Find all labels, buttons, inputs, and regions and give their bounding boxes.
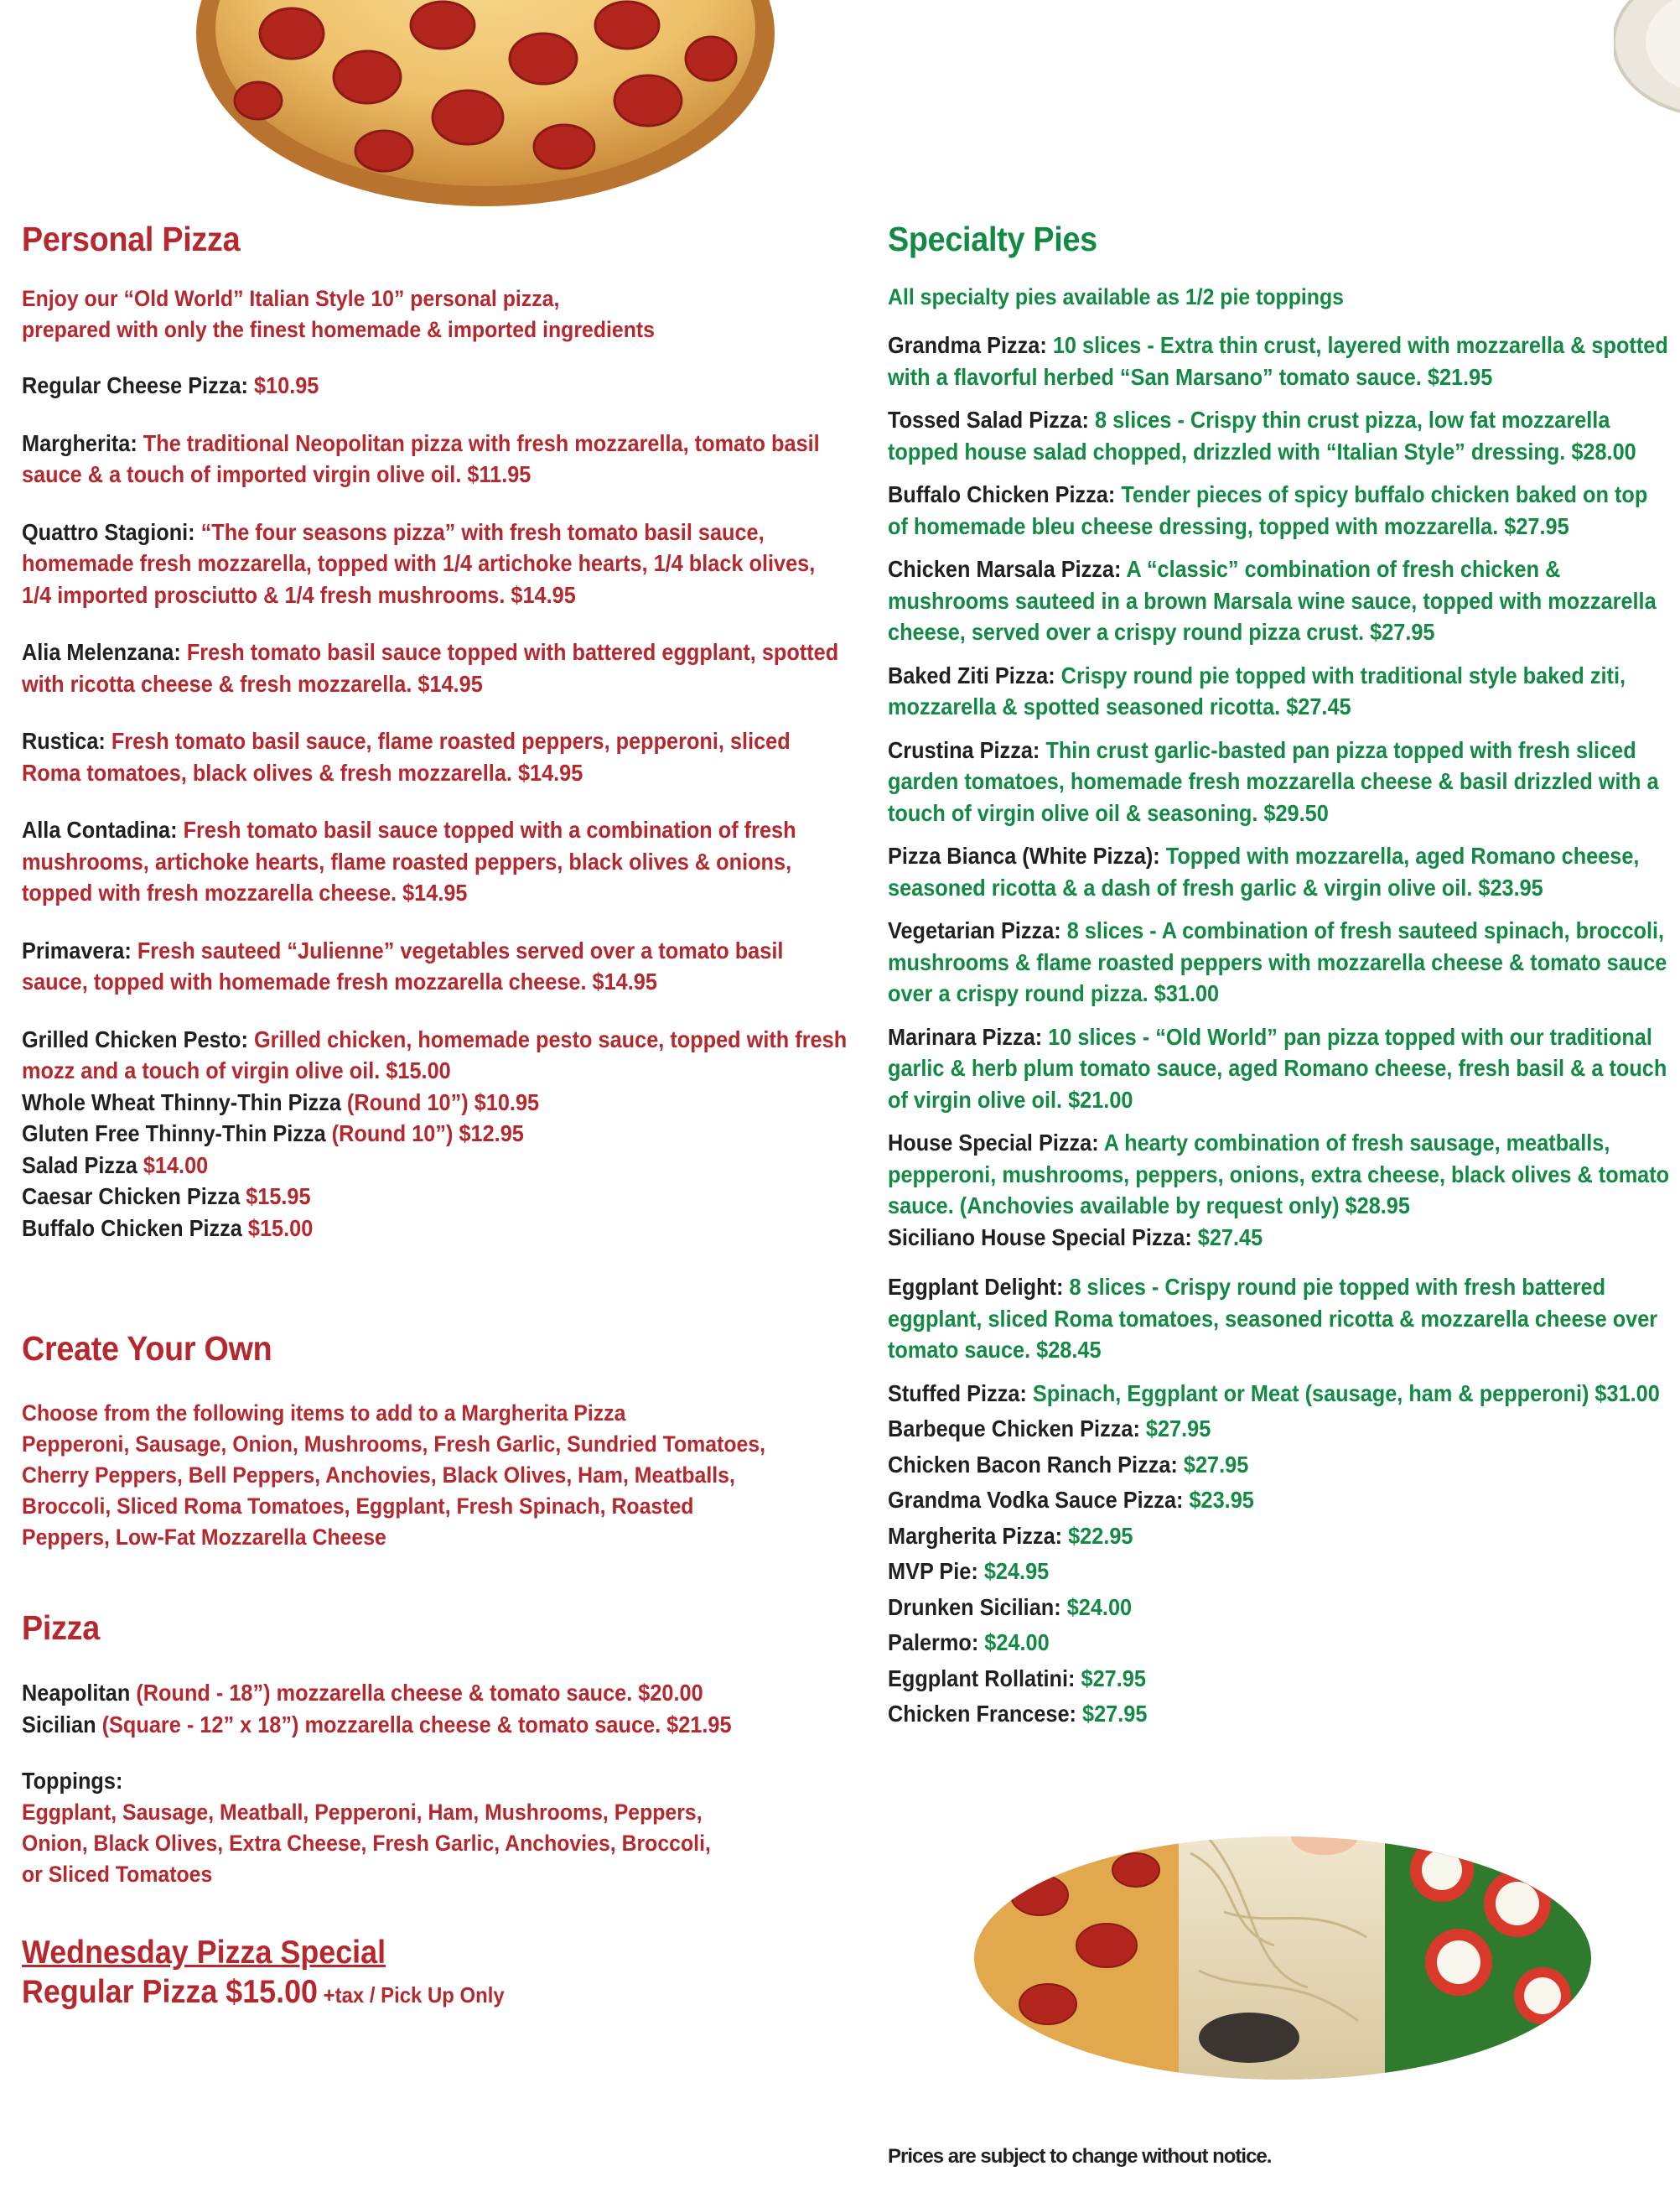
specialty-pie-item <box>888 1271 1672 1366</box>
specialty-pie-item <box>888 1378 1672 1410</box>
plate-edge-image <box>1614 0 1680 117</box>
wednesday-special-section <box>22 1934 847 2015</box>
item-description: $27.95 <box>1177 1451 1249 1478</box>
personal-pizza-item <box>22 1087 847 1119</box>
item-name: Primavera: <box>22 937 132 964</box>
item-description: $14.00 <box>137 1151 209 1178</box>
personal-pizza-item <box>22 370 847 402</box>
item-description: 10 slices - Extra thin crust, layered with mozzarella & spotted with a flavorful herbed “San Marsano” tomato sauce. $21.95 <box>888 332 1668 390</box>
create-your-own-title: Create Your Own <box>22 1329 272 1368</box>
specialty-pie-item <box>888 1663 1672 1695</box>
specialty-pie-item <box>888 1592 1672 1623</box>
pizza-title: Pizza <box>22 1608 100 1647</box>
item-name: Buffalo Chicken Pizza <box>22 1214 242 1241</box>
specialty-pie-item <box>888 1627 1672 1659</box>
personal-pizza-title: Personal Pizza <box>22 220 241 258</box>
neapolitan-item: Neapolitan (Round - 18”) mozzarella cheese & tomato sauce. $20.00 <box>22 1680 703 1706</box>
specialty-pie-item <box>888 915 1672 1010</box>
personal-pizza-list <box>22 370 847 998</box>
item-name: Grilled Chicken Pesto: <box>22 1026 248 1052</box>
specialty-pie-item <box>888 735 1672 829</box>
item-description: 10 slices - “Old World” pan pizza topped with our traditional garlic & herb plum tomato sauce, aged Romano cheese, fresh basil & a touch of virgin olive oil. $21.00 <box>888 1023 1667 1113</box>
specialty-pie-item <box>888 1413 1672 1445</box>
item-description: $23.95 <box>1183 1487 1254 1513</box>
item-name: Rustica: <box>22 728 106 754</box>
item-name: Quattro Stagioni: <box>22 518 195 545</box>
item-name: Crustina Pizza: <box>888 736 1040 763</box>
specialty-pie-item <box>888 404 1672 467</box>
item-name: Salad Pizza <box>22 1151 137 1178</box>
toppings-label: Toppings: <box>22 1768 123 1794</box>
item-name: Baked Ziti Pizza: <box>888 662 1055 688</box>
item-description: $10.95 <box>247 372 319 398</box>
wednesday-special-offer: Regular Pizza $15.00 +tax / Pick Up Only <box>22 1974 505 2010</box>
personal-pizza-item <box>22 636 847 699</box>
item-description: Spinach, Eggplant or Meat (sausage, ham & pepperoni) $31.00 <box>1026 1379 1660 1406</box>
personal-pizza-section <box>22 218 847 1244</box>
item-description: A “classic” combination of fresh chicken & mushrooms sauteed in a brown Marsala wine sauce, topped with mozzarella cheese, served over a crispy round pizza crust. $27.95 <box>888 556 1657 645</box>
toppings-list: Eggplant, Sausage, Meatball, Pepperoni, Ham, Mushrooms, Peppers, Onion, Black Olives, Extra Cheese, Fresh Garlic, Anchovies, Broccoli, or Sliced Tomatoes <box>22 1799 711 1887</box>
personal-pizza-item <box>22 935 847 998</box>
item-name: Regular Cheese Pizza: <box>22 372 248 398</box>
item-description: Topped with mozzarella, aged Romano cheese, seasoned ricotta & a dash of fresh garlic & virgin olive oil. $23.95 <box>888 843 1640 901</box>
specialty-pie-item <box>888 1556 1672 1587</box>
item-description: $27.95 <box>1076 1701 1148 1727</box>
item-name: Drunken Sicilian: <box>888 1593 1061 1620</box>
item-description: $22.95 <box>1062 1522 1133 1549</box>
personal-pizza-item <box>22 1213 847 1244</box>
item-name: Chicken Francese: <box>888 1701 1076 1727</box>
specialty-pies-subtitle: All specialty pies available as 1/2 pie toppings <box>888 284 1344 309</box>
item-name: Stuffed Pizza: <box>888 1379 1027 1406</box>
item-description: Thin crust garlic-basted pan pizza topped with fresh sliced garden tomatoes, homemade fresh mozzarella cheese & basil drizzled with a touch of virgin olive oil & seasoning. $29.50 <box>888 736 1659 826</box>
specialty-pies-title: Specialty Pies <box>888 220 1097 258</box>
house-special-group <box>888 1127 1672 1253</box>
specialty-pie-item <box>888 1520 1672 1552</box>
item-name: Caesar Chicken Pizza <box>22 1183 241 1209</box>
item-name: Margherita Pizza: <box>888 1522 1063 1549</box>
item-name: Gluten Free Thinny-Thin Pizza <box>22 1120 326 1146</box>
personal-pizza-item <box>22 725 847 788</box>
item-name: Grandma Pizza: <box>888 332 1047 358</box>
specialty-pie-item <box>888 330 1672 392</box>
item-name: Grandma Vodka Sauce Pizza: <box>888 1487 1184 1513</box>
item-name: Siciliano House Special Pizza: <box>888 1223 1192 1250</box>
personal-pizza-extras <box>22 1024 847 1244</box>
specialty-pie-item <box>888 1449 1672 1481</box>
create-your-own-list: Choose from the following items to add to a Margherita Pizza Pepperoni, Sausage, Onion, Mushrooms, Fresh Garlic, Sundried Tomatoes, Cherry Peppers, Bell Peppers, Anchovies, Black Olives, Ham, Meatballs, Broccoli, Sliced Roma Tomatoes, Eggplant, Fresh Spinach, Roasted Peppers, Low-Fat Mozzarella Cheese <box>22 1398 847 1553</box>
item-description: 8 slices - Crispy thin crust pizza, low fat mozzarella topped house salad chopped, drizzled with “Italian Style” dressing. $28.00 <box>888 407 1636 465</box>
item-description: $27.45 <box>1191 1223 1263 1250</box>
personal-pizza-item <box>22 428 847 491</box>
pizza-pasta-salad-image <box>972 1803 1593 2080</box>
item-description: Grilled chicken, homemade pesto sauce, topped with fresh mozz and a touch of virgin olive oil. $15.00 <box>22 1026 848 1083</box>
create-your-own-section <box>22 1327 847 1553</box>
price-disclaimer: Prices are subject to change without notice. <box>888 2145 1272 2168</box>
item-name: Buffalo Chicken Pizza: <box>888 481 1116 507</box>
item-description: $15.00 <box>241 1214 314 1241</box>
item-name: Marinara Pizza: <box>888 1023 1043 1050</box>
item-name: Barbeque Chicken Pizza: <box>888 1415 1140 1441</box>
item-name: Alia Melenzana: <box>22 639 181 665</box>
item-description: Crispy round pie topped with traditional style baked ziti, mozzarella & spotted seasoned ricotta. $27.45 <box>888 662 1626 719</box>
item-description: $15.95 <box>240 1183 311 1209</box>
specialty-pies-list <box>888 330 1672 1115</box>
item-name: Chicken Bacon Ranch Pizza: <box>888 1451 1178 1478</box>
specialty-pie-item <box>888 660 1672 723</box>
item-name: Vegetarian Pizza: <box>888 917 1061 943</box>
specialty-pie-item <box>888 479 1672 542</box>
item-name: Palermo: <box>888 1629 979 1655</box>
item-name: Whole Wheat Thinny-Thin Pizza <box>22 1088 341 1115</box>
wednesday-special-title: Wednesday Pizza Special <box>22 1935 386 1971</box>
specialty-extras-list <box>888 1378 1672 1730</box>
item-description: $27.95 <box>1075 1665 1146 1691</box>
item-name: House Special Pizza: <box>888 1130 1099 1156</box>
item-description: “The four seasons pizza” with fresh tomato basil sauce, homemade fresh mozzarella, topped with 1/4 artichoke hearts, 1/4 black olives, 1/4 imported prosciutto & 1/4 fresh mushrooms. $14.95 <box>22 518 816 608</box>
personal-pizza-item <box>22 1150 847 1182</box>
pepperoni-pizza-image <box>191 0 780 210</box>
personal-pizza-item <box>22 1118 847 1150</box>
item-description: $27.95 <box>1139 1415 1211 1441</box>
specialty-pie-item <box>888 1698 1672 1730</box>
item-name: Chicken Marsala Pizza: <box>888 556 1122 582</box>
pizza-section <box>22 1607 847 1890</box>
eggplant-delight-group <box>888 1271 1672 1366</box>
personal-pizza-intro: Enjoy our “Old World” Italian Style 10” personal pizza, prepared with only the finest homemade & imported ingredients <box>22 286 655 342</box>
specialty-pie-item <box>888 553 1672 648</box>
item-description: The traditional Neopolitan pizza with fresh mozzarella, tomato basil sauce & a touch of imported virgin olive oil. $11.95 <box>22 429 820 487</box>
item-description: (Round 10”) $12.95 <box>325 1120 524 1146</box>
item-name: MVP Pie: <box>888 1558 978 1584</box>
specialty-pie-item <box>888 1484 1672 1516</box>
personal-pizza-item <box>22 517 847 611</box>
item-description: Fresh tomato basil sauce, flame roasted peppers, pepperoni, sliced Roma tomatoes, black olives & fresh mozzarella. $14.95 <box>22 728 791 786</box>
item-name: Tossed Salad Pizza: <box>888 407 1089 433</box>
personal-pizza-item <box>22 814 847 909</box>
item-description: 8 slices - A combination of fresh sauteed spinach, broccoli, mushrooms & flame roasted peppers with mozzarella cheese & tomato sauce over a crispy round pizza. $31.00 <box>888 917 1667 1006</box>
specialty-pie-item <box>888 1127 1672 1222</box>
personal-pizza-item <box>22 1024 847 1087</box>
specialty-pie-item <box>888 1021 1672 1116</box>
sicilian-item: Sicilian (Square - 12” x 18”) mozzarella cheese & tomato sauce. $21.95 <box>22 1711 732 1737</box>
item-description: Fresh tomato basil sauce topped with battered eggplant, spotted with ricotta cheese & fresh mozzarella. $14.95 <box>22 639 839 697</box>
item-description: Fresh tomato basil sauce topped with a combination of fresh mushrooms, artichoke hearts, flame roasted peppers, black olives & onions, topped with fresh mozzarella cheese. $14.95 <box>22 817 796 906</box>
item-description: A hearty combination of fresh sausage, meatballs, pepperoni, mushrooms, peppers, onions, extra cheese, black olives & tomato sauce. (Anchovies available by request only) $28.95 <box>888 1130 1670 1218</box>
item-name: Eggplant Rollatini: <box>888 1665 1076 1691</box>
specialty-pie-item <box>888 1222 1672 1254</box>
item-description: Fresh sauteed “Julienne” vegetables served over a tomato basil sauce, topped with homemade fresh mozzarella cheese. $14.95 <box>22 937 784 995</box>
item-name: Pizza Bianca (White Pizza): <box>888 843 1160 869</box>
item-description: $24.00 <box>978 1629 1050 1655</box>
item-name: Margherita: <box>22 429 137 456</box>
item-description: Tender pieces of spicy buffalo chicken baked on top of homemade bleu cheese dressing, topped with mozzarella. $27.95 <box>888 481 1648 539</box>
specialty-pie-item <box>888 840 1672 903</box>
item-description: 8 slices - Crispy round pie topped with fresh battered eggplant, sliced Roma tomatoes, seasoned ricotta & mozzarella cheese over tomato sauce. $28.45 <box>888 1274 1658 1363</box>
item-description: $24.95 <box>977 1558 1050 1584</box>
create-intro: Choose from the following items to add to a Margherita Pizza <box>22 1400 626 1426</box>
item-description: $24.00 <box>1060 1593 1133 1620</box>
personal-pizza-item <box>22 1181 847 1213</box>
item-description: (Round 10”) $10.95 <box>340 1088 540 1115</box>
item-name: Alla Contadina: <box>22 817 178 843</box>
item-name: Eggplant Delight: <box>888 1274 1064 1300</box>
